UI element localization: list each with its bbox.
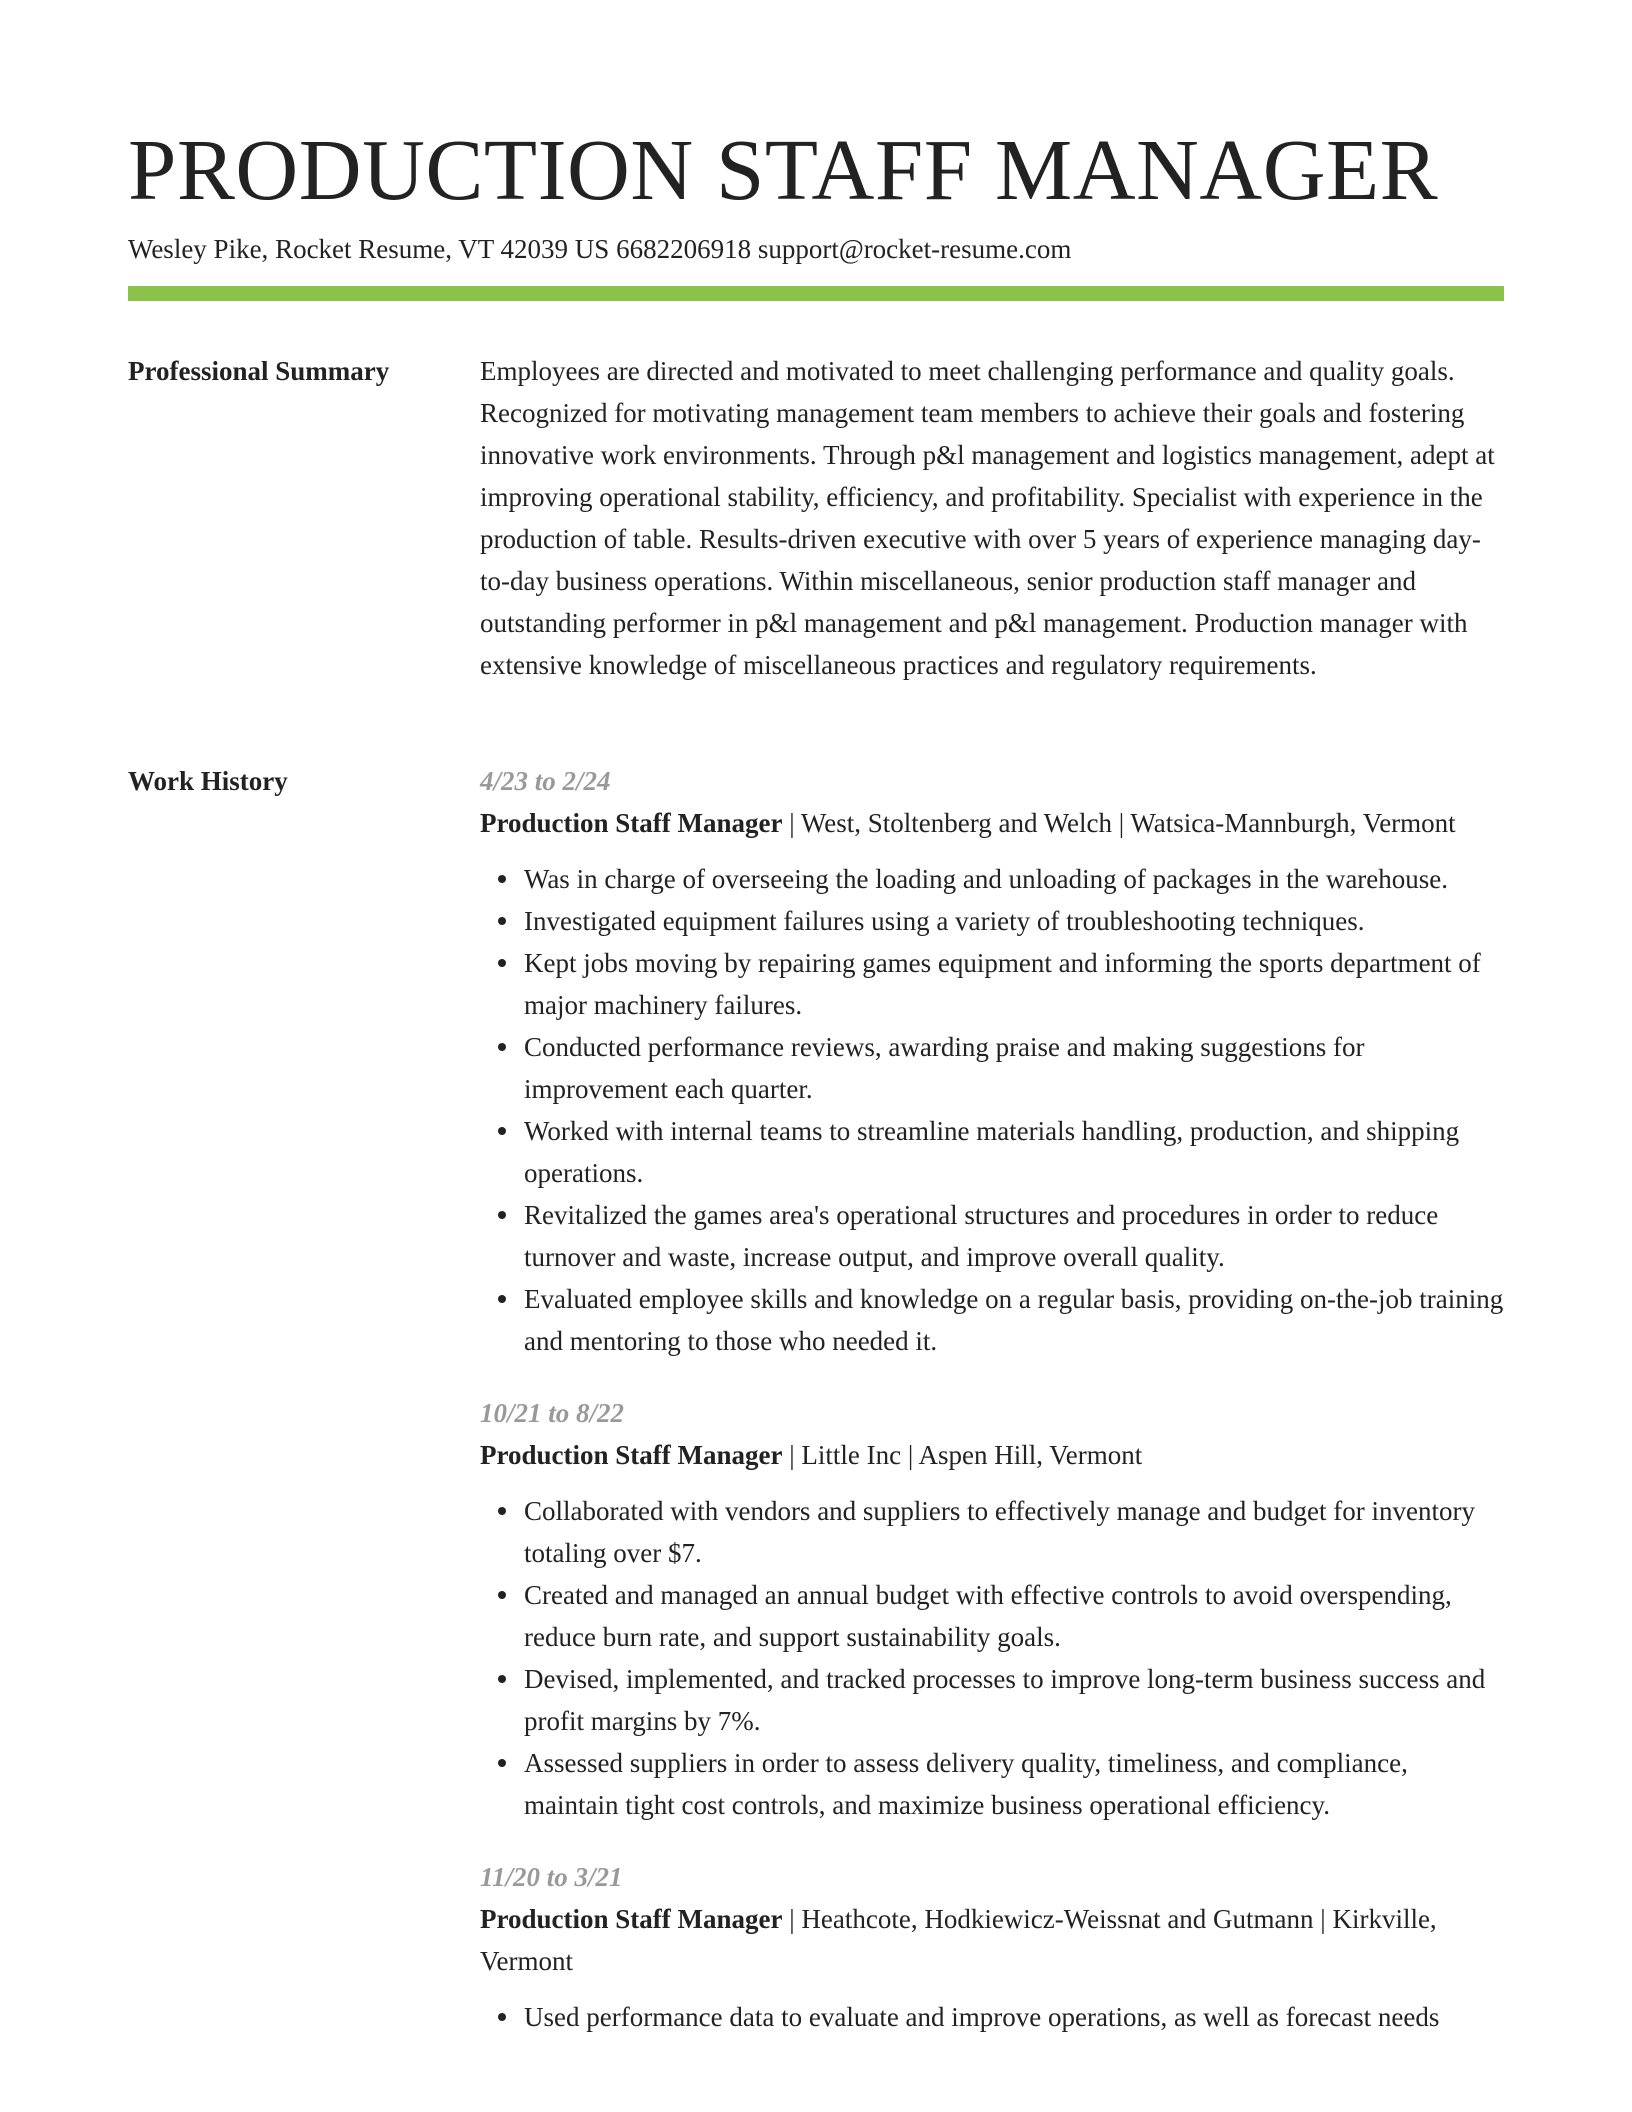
job-bullet: Assessed suppliers in order to assess delivery quality, timeliness, and compliance, maintain tight cost controls, and maximize business operational efficiency. — [524, 1742, 1504, 1826]
summary-body — [480, 350, 1504, 686]
job-bullet: Investigated equipment failures using a variety of troubleshooting techniques. — [524, 900, 1504, 942]
contact-line — [128, 232, 1071, 266]
contact-company: Rocket Resume, — [275, 234, 453, 264]
job-dates: 11/20 to 3/21 — [480, 1862, 623, 1892]
job-details: | Heathcote, Hodkiewicz-Weissnat and Gutmann | Kirkville, Vermont — [480, 1904, 1437, 1976]
job-bullet: Revitalized the games area's operational structures and procedures in order to reduce turnover and waste, increase output, and improve overall quality. — [524, 1194, 1504, 1278]
header-divider — [128, 286, 1504, 301]
job-details: | Little Inc | Aspen Hill, Vermont — [782, 1440, 1143, 1470]
job-bullet: Devised, implemented, and tracked processes to improve long-term business success and profit margins by 7%. — [524, 1658, 1504, 1742]
summary-text: Employees are directed and motivated to meet challenging performance and quality goals. Recognized for motivating management team members to achieve their goals and fostering innovative work environments. Through p&l management and logistics management, adept at improving operational stability, efficiency, and profitability. Specialist with experience in the production of table. Results-driven executive with over 5 years of experience managing day-to-day business operations. Within miscellaneous, senior production staff manager and outstanding performer in p&l management and p&l management. Production manager with extensive knowledge of miscellaneous practices and regulatory requirements. — [480, 356, 1495, 680]
job-title: Production Staff Manager — [480, 1440, 783, 1470]
contact-name: Wesley Pike, — [128, 234, 269, 264]
job-title: Production Staff Manager — [480, 1904, 783, 1934]
job-entry — [480, 760, 1504, 1362]
summary-label: Professional Summary — [128, 356, 390, 386]
job-bullet: Was in charge of overseeing the loading and unloading of packages in the warehouse. — [524, 858, 1504, 900]
contact-phone: 6682206918 — [616, 234, 752, 264]
job-heading — [480, 802, 1504, 844]
job-bullets — [480, 1996, 1504, 2038]
job-bullet: Conducted performance reviews, awarding praise and making suggestions for improvement each quarter. — [524, 1026, 1504, 1110]
job-bullets — [480, 858, 1504, 1362]
resume-title: PRODUCTION STAFF MANAGER — [128, 121, 1439, 218]
job-dates: 4/23 to 2/24 — [480, 766, 611, 796]
job-details: | West, Stoltenberg and Welch | Watsica-Mannburgh, Vermont — [782, 808, 1456, 838]
job-heading — [480, 1898, 1504, 1982]
job-bullet: Worked with internal teams to streamline materials handling, production, and shipping operations. — [524, 1110, 1504, 1194]
job-bullet: Kept jobs moving by repairing games equipment and informing the sports department of major machinery failures. — [524, 942, 1504, 1026]
job-entry — [480, 1856, 1504, 2038]
job-bullet: Used performance data to evaluate and improve operations, as well as forecast needs — [524, 1996, 1504, 2038]
job-bullet: Collaborated with vendors and suppliers to effectively manage and budget for inventory totaling over $7. — [524, 1490, 1504, 1574]
work-history-label: Work History — [128, 766, 288, 796]
job-dates: 10/21 to 8/22 — [480, 1398, 625, 1428]
work-history-body — [480, 760, 1504, 2068]
job-title: Production Staff Manager — [480, 808, 783, 838]
job-bullet: Evaluated employee skills and knowledge on a regular basis, providing on-the-job training and mentoring to those who needed it. — [524, 1278, 1504, 1362]
job-heading — [480, 1434, 1504, 1476]
contact-email: support@rocket-resume.com — [757, 234, 1072, 264]
job-bullets — [480, 1490, 1504, 1826]
job-entry — [480, 1392, 1504, 1826]
job-bullet: Created and managed an annual budget with effective controls to avoid overspending, reduce burn rate, and support sustainability goals. — [524, 1574, 1504, 1658]
contact-location: VT 42039 US — [458, 234, 610, 264]
